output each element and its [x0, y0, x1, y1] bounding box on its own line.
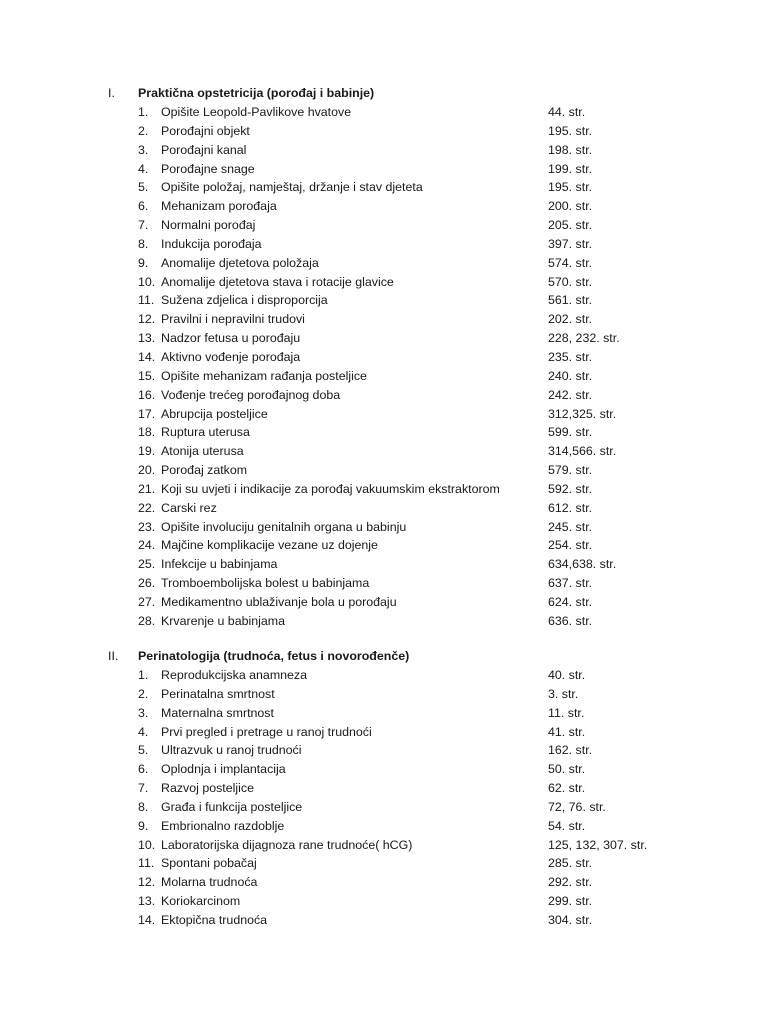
- item-title: Vođenje trećeg porođajnog doba: [161, 387, 341, 402]
- list-item: [0, 892, 768, 911]
- page-reference: 304. str.: [548, 912, 593, 927]
- item-number: 11.: [138, 293, 155, 308]
- item-title: Maternalna smrtnost: [161, 705, 274, 720]
- item-title: Tromboembolijska bolest u babinjama: [161, 576, 370, 591]
- item-title: Perinatalna smrtnost: [161, 686, 275, 701]
- list-item: [0, 480, 768, 499]
- page-reference: 205. str.: [548, 218, 593, 233]
- item-title: Koriokarcinom: [161, 894, 241, 909]
- page-reference: 312,325. str.: [548, 406, 617, 421]
- item-title: Aktivno vođenje porođaja: [161, 349, 301, 364]
- item-number: 23.: [138, 519, 156, 534]
- item-number: 21.: [138, 481, 156, 496]
- page-reference: 228, 232. str.: [548, 331, 620, 346]
- item-number: 24.: [138, 538, 156, 553]
- item-number: 18.: [138, 425, 156, 440]
- list-item: [0, 555, 768, 574]
- item-title: Porođaj zatkom: [161, 463, 248, 478]
- item-title: Opišite involuciju genitalnih organa u babinju: [161, 519, 407, 534]
- page-reference: 561. str.: [548, 293, 593, 308]
- page-reference: 62. str.: [548, 781, 586, 796]
- item-number: 10.: [138, 274, 156, 289]
- item-title: Normalni porođaj: [161, 218, 256, 233]
- page-reference: 612. str.: [548, 500, 593, 515]
- list-item: [0, 405, 768, 424]
- section-2: [0, 647, 768, 930]
- item-number: 7.: [138, 218, 149, 233]
- list-item: [0, 911, 768, 930]
- item-number: 9.: [138, 255, 149, 270]
- item-number: 13.: [138, 331, 156, 346]
- page-reference: 579. str.: [548, 463, 593, 478]
- page-reference: 44. str.: [548, 105, 586, 119]
- item-title: Razvoj posteljice: [161, 781, 254, 796]
- item-title: Koji su uvjeti i indikacije za porođaj vakuumskim ekstraktorom: [161, 481, 500, 496]
- list-item: [0, 798, 768, 817]
- item-number: 14.: [138, 349, 156, 364]
- item-number: 7.: [138, 781, 149, 796]
- list-item: [0, 310, 768, 329]
- item-title: Građa i funkcija posteljice: [161, 799, 303, 814]
- list-item: [0, 386, 768, 405]
- list-item: [0, 178, 768, 197]
- item-title: Infekcije u babinjama: [161, 557, 278, 572]
- item-title: Prvi pregled i pretrage u ranoj trudnoći: [161, 724, 372, 739]
- item-title: Porođajni objekt: [161, 123, 250, 138]
- list-item: [0, 329, 768, 348]
- page-reference: 397. str.: [548, 236, 593, 251]
- page-reference: 72, 76. str.: [548, 799, 606, 814]
- item-title: Anomalije djetetova stava i rotacije glavice: [161, 274, 394, 289]
- list-item: [0, 273, 768, 292]
- page-reference: 200. str.: [548, 199, 593, 214]
- item-number: 19.: [138, 444, 156, 459]
- list-item: [0, 593, 768, 612]
- list-item: [0, 723, 768, 742]
- item-number: 9.: [138, 818, 149, 833]
- page-reference: 637. str.: [548, 576, 593, 591]
- page-reference: 574. str.: [548, 255, 593, 270]
- item-number: 2.: [138, 123, 149, 138]
- item-title: Carski rez: [161, 500, 217, 515]
- item-title: Indukcija porođaja: [161, 236, 262, 251]
- list-item: [0, 666, 768, 685]
- list-item: [0, 873, 768, 892]
- page-reference: 254. str.: [548, 538, 593, 553]
- page-reference: 195. str.: [548, 180, 593, 195]
- page-reference: 235. str.: [548, 349, 593, 364]
- item-title: Atonija uterusa: [161, 444, 244, 459]
- page-reference: 202. str.: [548, 312, 593, 327]
- list-item: [0, 817, 768, 836]
- item-number: 3.: [138, 705, 149, 720]
- page-reference: 54. str.: [548, 818, 586, 833]
- item-number: 1.: [138, 105, 149, 119]
- page-reference: 242. str.: [548, 387, 593, 402]
- list-item: [0, 367, 768, 386]
- list-item: [0, 499, 768, 518]
- section-title: Praktična opstetricija (porođaj i babinje): [138, 86, 375, 100]
- item-number: 26.: [138, 576, 156, 591]
- item-title: Ruptura uterusa: [161, 425, 250, 440]
- page-reference: 199. str.: [548, 161, 593, 176]
- page-reference: 41. str.: [548, 724, 586, 739]
- item-title: Pravilni i nepravilni trudovi: [161, 312, 305, 327]
- page-reference: 292. str.: [548, 875, 593, 890]
- item-number: 5.: [138, 743, 149, 758]
- item-number: 25.: [138, 557, 156, 572]
- page-reference: 634,638. str.: [548, 557, 617, 572]
- item-title: Porođajne snage: [161, 161, 255, 176]
- list-item: [0, 854, 768, 873]
- item-number: 17.: [138, 406, 156, 421]
- list-item: [0, 235, 768, 254]
- list-item: [0, 141, 768, 160]
- section-1: [0, 84, 768, 631]
- item-number: 8.: [138, 799, 149, 814]
- list-item: [0, 197, 768, 216]
- item-title: Spontani pobačaj: [161, 856, 257, 871]
- item-number: 1.: [138, 668, 149, 682]
- item-number: 6.: [138, 199, 149, 214]
- item-number: 12.: [138, 875, 156, 890]
- page-reference: 599. str.: [548, 425, 593, 440]
- list-item: [0, 760, 768, 779]
- item-number: 8.: [138, 236, 149, 251]
- list-item: [0, 779, 768, 798]
- page-reference: 11. str.: [548, 705, 585, 720]
- list-item: [0, 685, 768, 704]
- page-reference: 195. str.: [548, 123, 593, 138]
- section-numeral: I.: [108, 86, 115, 100]
- item-number: 5.: [138, 180, 149, 195]
- section-numeral: II.: [108, 649, 119, 663]
- item-title: Krvarenje u babinjama: [161, 613, 285, 628]
- item-title: Oplodnja i implantacija: [161, 762, 286, 777]
- item-number: 3.: [138, 142, 149, 157]
- item-number: 11.: [138, 856, 155, 871]
- item-number: 4.: [138, 161, 149, 176]
- list-item: [0, 612, 768, 631]
- page-reference: 636. str.: [548, 613, 593, 628]
- item-number: 22.: [138, 500, 156, 515]
- item-number: 28.: [138, 613, 156, 628]
- item-title: Ektopična trudnoća: [161, 912, 268, 927]
- item-title: Opišite Leopold-Pavlikove hvatove: [161, 105, 352, 119]
- item-title: Porođajni kanal: [161, 142, 247, 157]
- item-number: 4.: [138, 724, 149, 739]
- item-title: Opišite položaj, namještaj, držanje i stav djeteta: [161, 180, 423, 195]
- page-reference: 3. str.: [548, 686, 579, 701]
- topic-list: [0, 103, 768, 631]
- item-number: 16.: [138, 387, 156, 402]
- section-heading: [0, 84, 768, 103]
- page-reference: 624. str.: [548, 594, 593, 609]
- topic-list: [0, 666, 768, 930]
- item-title: Opišite mehanizam rađanja posteljice: [161, 368, 367, 383]
- list-item: [0, 518, 768, 537]
- page-reference: 245. str.: [548, 519, 593, 534]
- item-title: Laboratorijska dijagnoza rane trudnoće( hCG): [161, 837, 413, 852]
- page-reference: 162. str.: [548, 743, 593, 758]
- page-reference: 40. str.: [548, 668, 586, 682]
- item-title: Reprodukcijska anamneza: [161, 668, 308, 682]
- list-item: [0, 836, 768, 855]
- page-reference: 314,566. str.: [548, 444, 617, 459]
- item-number: 27.: [138, 594, 156, 609]
- item-title: Mehanizam porođaja: [161, 199, 277, 214]
- item-title: Majčine komplikacije vezane uz dojenje: [161, 538, 378, 553]
- page-reference: 240. str.: [548, 368, 593, 383]
- item-number: 13.: [138, 894, 156, 909]
- section-title: Perinatologija (trudnoća, fetus i novorođenče): [138, 649, 410, 663]
- list-item: [0, 216, 768, 235]
- list-item: [0, 103, 768, 122]
- item-number: 6.: [138, 762, 149, 777]
- list-item: [0, 423, 768, 442]
- item-number: 20.: [138, 463, 156, 478]
- item-title: Embrionalno razdoblje: [161, 818, 285, 833]
- item-title: Abrupcija posteljice: [161, 406, 268, 421]
- item-title: Molarna trudnoća: [161, 875, 258, 890]
- list-item: [0, 442, 768, 461]
- list-item: [0, 160, 768, 179]
- page-reference: 592. str.: [548, 481, 593, 496]
- item-title: Sužena zdjelica i disproporcija: [161, 293, 328, 308]
- list-item: [0, 574, 768, 593]
- list-item: [0, 254, 768, 273]
- item-number: 10.: [138, 837, 156, 852]
- item-title: Medikamentno ublaživanje bola u porođaju: [161, 594, 397, 609]
- item-title: Anomalije djetetova položaja: [161, 255, 319, 270]
- page-reference: 285. str.: [548, 856, 593, 871]
- page-reference: 570. str.: [548, 274, 593, 289]
- page-reference: 198. str.: [548, 142, 593, 157]
- item-title: Nadzor fetusa u porođaju: [161, 331, 301, 346]
- list-item: [0, 461, 768, 480]
- page-reference: 299. str.: [548, 894, 593, 909]
- list-item: [0, 122, 768, 141]
- list-item: [0, 291, 768, 310]
- page-reference: 125, 132, 307. str.: [548, 837, 648, 852]
- page-reference: 50. str.: [548, 762, 586, 777]
- item-number: 12.: [138, 312, 156, 327]
- list-item: [0, 536, 768, 555]
- item-number: 15.: [138, 368, 156, 383]
- list-item: [0, 741, 768, 760]
- item-number: 14.: [138, 912, 156, 927]
- section-heading: [0, 647, 768, 666]
- list-item: [0, 704, 768, 723]
- item-title: Ultrazvuk u ranoj trudnoći: [161, 743, 302, 758]
- item-number: 2.: [138, 686, 149, 701]
- list-item: [0, 348, 768, 367]
